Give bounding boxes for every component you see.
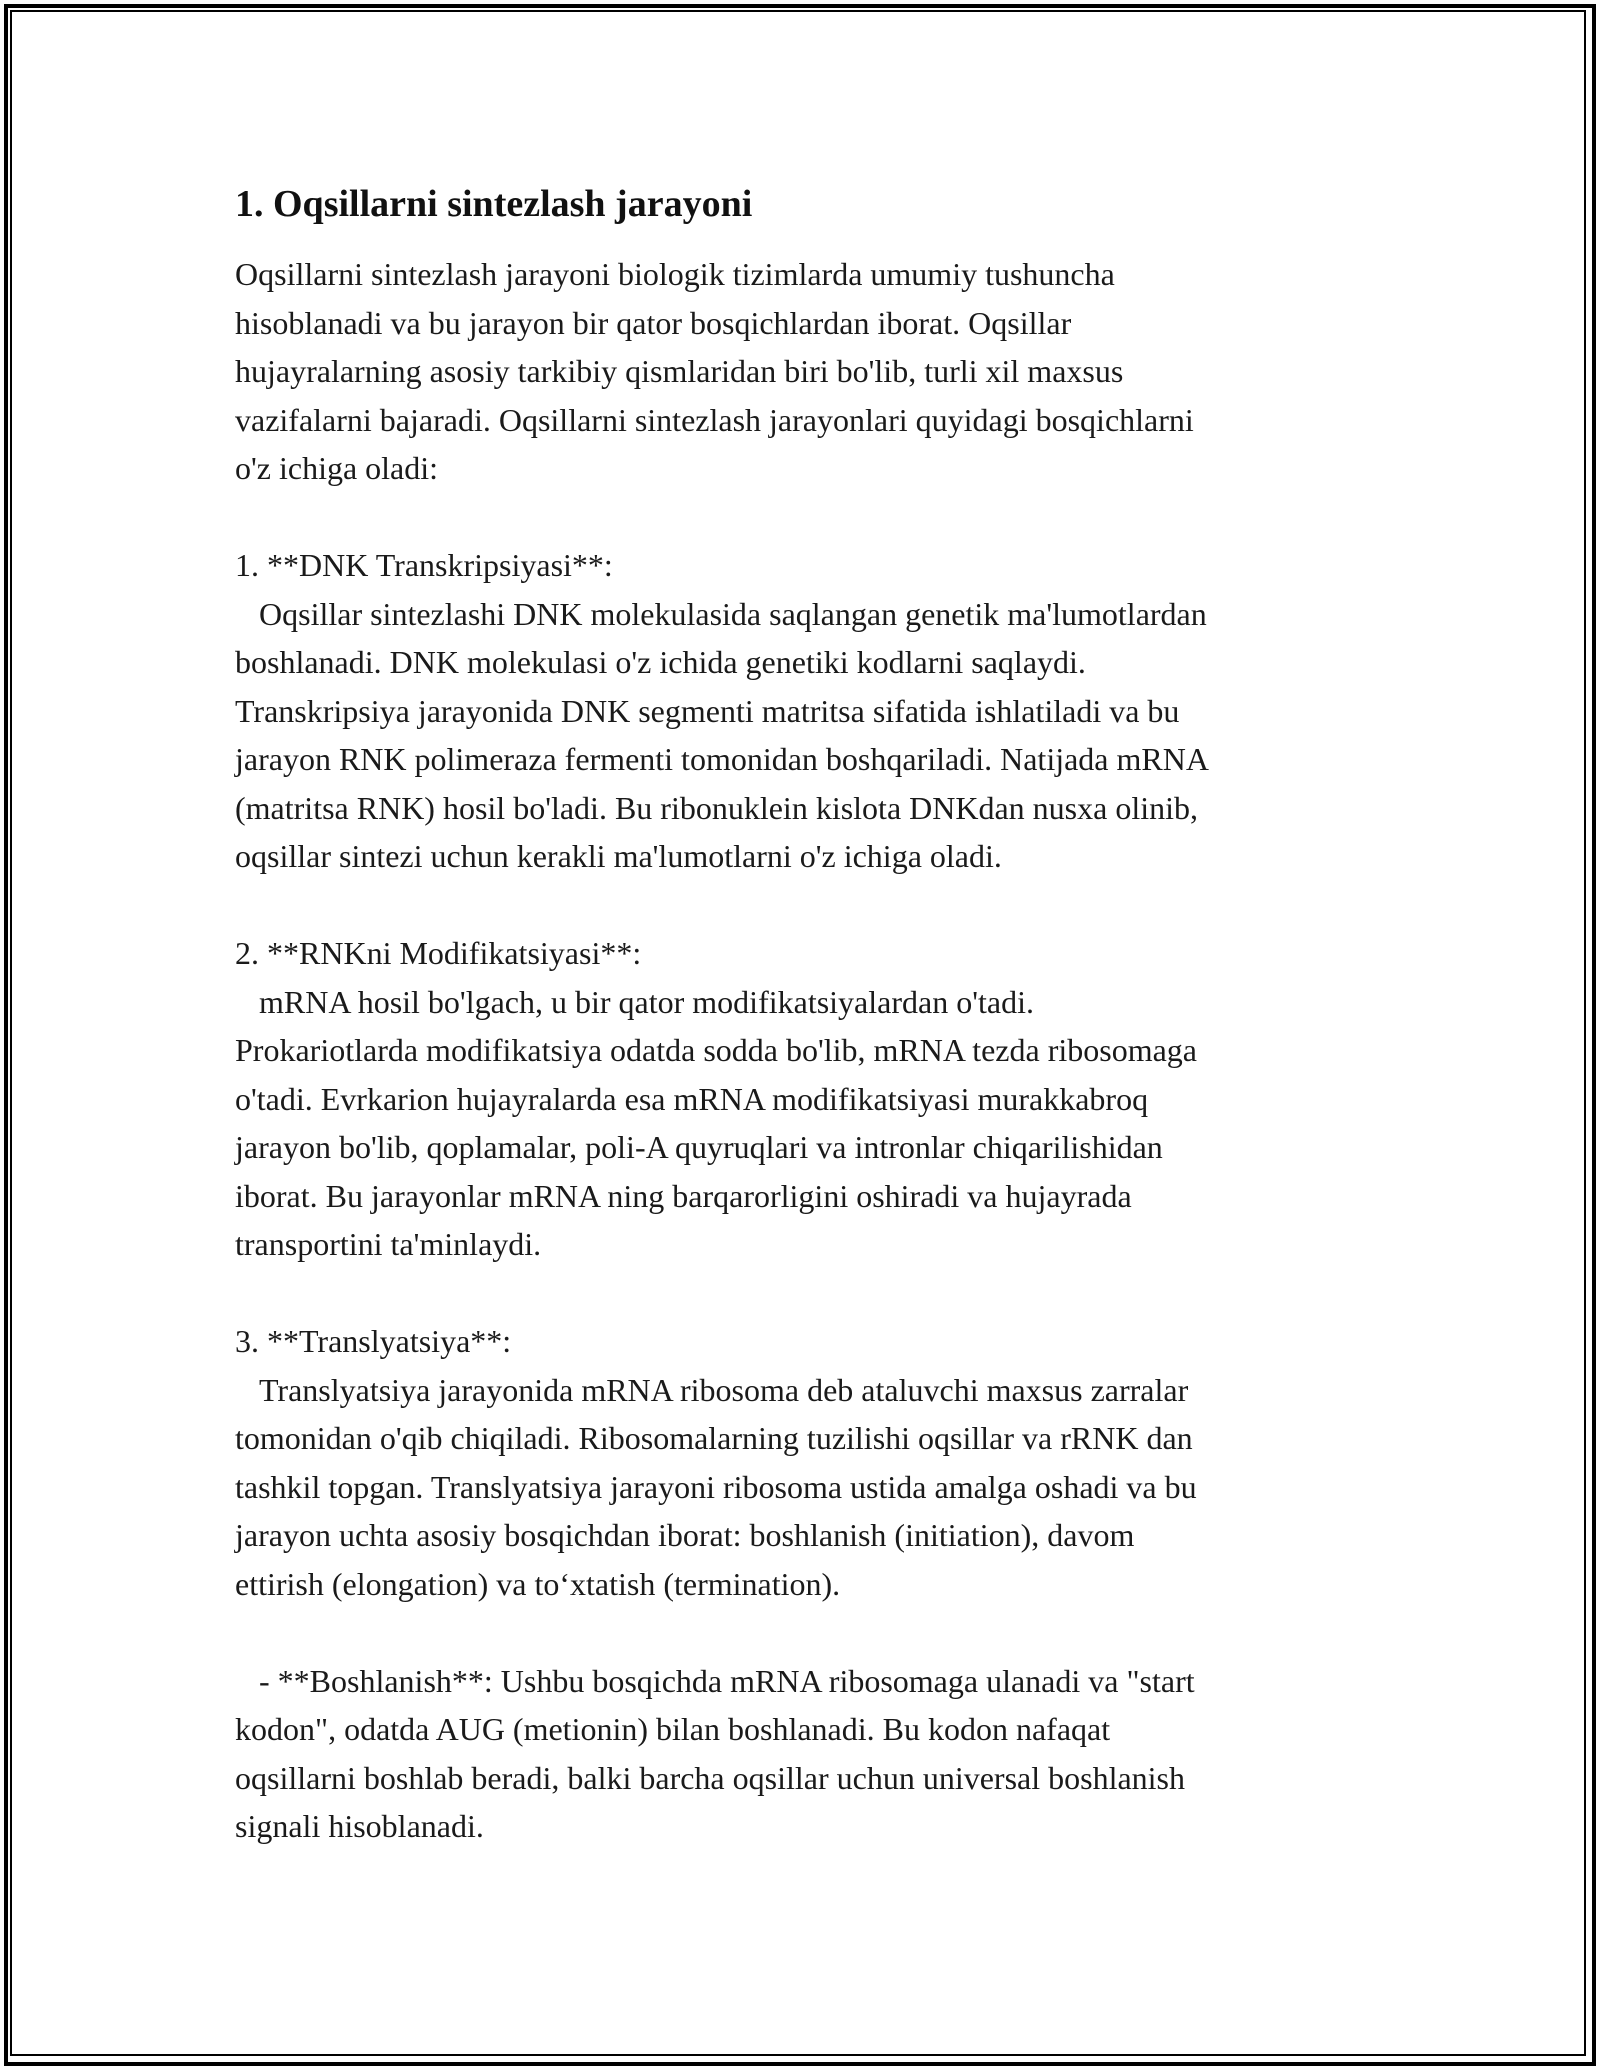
section-body-modification: mRNA hosil bo'lgach, u bir qator modifikatsiyalardan o'tadi. Prokariotlarda modifikatsiya odatda sodda bo'lib, mRNA tezda ribosomaga o'tadi. Evrkarion hujayralarda esa mRNA modifikatsiyasi murakkabroq jarayon bo'lib, qoplamalar, poli-A quyruqlari va intronlar chiqarilishidan iborat. Bu jarayonlar mRNA ning barqarorligini oshiradi va hujayrada transportini ta'minlaydi.: [235, 983, 1197, 1262]
section-heading-transcription: 1. **DNK Transkripsiyasi**:: [235, 547, 613, 583]
document-title: 1. Oqsillarni sintezlash jarayoni: [235, 183, 753, 225]
blank-line: [235, 1269, 1375, 1318]
blank-line: [235, 493, 1375, 542]
section-body-transcription: Oqsillar sintezlashi DNK molekulasida saqlangan genetik ma'lumotlardan boshlanadi. DNK molekulasi o'z ichida genetiki kodlarni saqlaydi. Transkripsiya jarayonida DNK segmenti matritsa sifatida ishlatiladi va bu jarayon RNK polimeraza fermenti tomonidan boshqariladi. Natijada mRNA (matritsa RNK) hosil bo'ladi. Bu ribonuklein kislota DNKdan nusxa olinib, oqsillar sintezi uchun kerakli ma'lumotlarni o'z ichiga oladi.: [235, 595, 1209, 874]
sub-item-initiation: - **Boshlanish**: Ushbu bosqichda mRNA ribosomaga ulanadi va "start kodon", odatda AUG (metionin) bilan boshlanadi. Bu kodon nafaqat oqsillarni boshlab beradi, balki barcha oqsillar uchun universal boshlanish signali hisoblanadi.: [235, 1662, 1195, 1844]
section-heading-modification: 2. **RNKni Modifikatsiyasi**:: [235, 935, 642, 971]
intro-paragraph: Oqsillarni sintezlash jarayoni biologik tizimlarda umumiy tushuncha hisoblanadi va bu jarayon bir qator bosqichlardan iborat. Oqsillar hujayralarning asosiy tarkibiy qismlaridan biri bo'lib, turli xil maxsus vazifalarni bajaradi. Oqsillarni sintezlash jarayonlari quyidagi bosqichlarni o'z ichiga oladi:: [235, 256, 1194, 486]
blank-line: [235, 881, 1375, 930]
section-body-translation: Translyatsiya jarayonida mRNA ribosoma deb ataluvchi maxsus zarralar tomonidan o'qib chiqiladi. Ribosomalarning tuzilishi oqsillar va rRNK dan tashkil topgan. Translyatsiya jarayoni ribosoma ustida amalga oshadi va bu jarayon uchta asosiy bosqichdan iborat: boshlanish (initiation), davom ettirish (elongation) va to‘xtatish (termination).: [235, 1371, 1197, 1602]
blank-line: [235, 1608, 1375, 1657]
document-body: [235, 180, 1375, 1851]
section-heading-translation: 3. **Translyatsiya**:: [235, 1323, 512, 1359]
